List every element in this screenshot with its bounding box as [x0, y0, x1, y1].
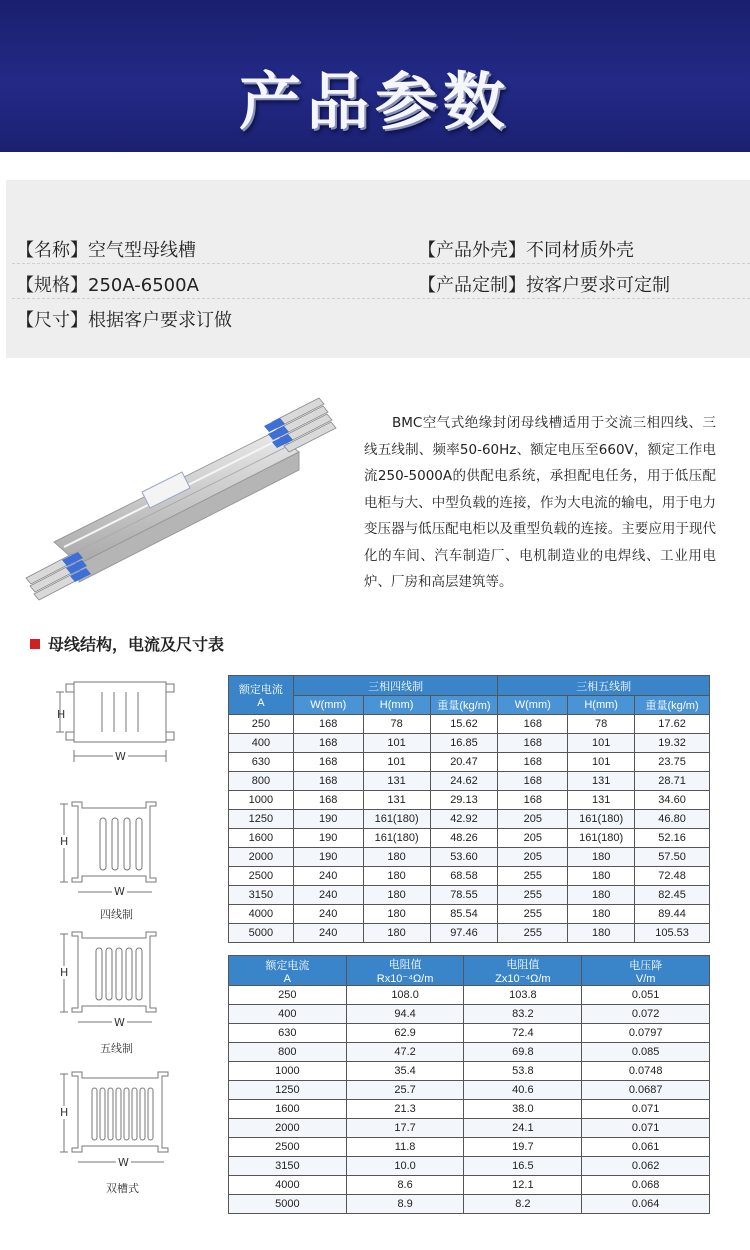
table-cell: 168: [293, 715, 363, 734]
table-cell: 131: [363, 791, 430, 810]
busway-product-image: [24, 392, 340, 604]
table-cell: 168: [293, 791, 363, 810]
table-cell: 3150: [229, 886, 294, 905]
table-cell: 101: [568, 753, 635, 772]
table-cell: 2000: [229, 1119, 347, 1138]
table-cell: 21.3: [346, 1100, 464, 1119]
table-cell: 25.7: [346, 1081, 464, 1100]
table-row: [229, 1043, 710, 1062]
table-cell: 0.061: [582, 1138, 710, 1157]
table-cell: 101: [363, 734, 430, 753]
table-cell: 62.9: [346, 1024, 464, 1043]
table-cell: 240: [293, 905, 363, 924]
five-wire-diagram: [56, 926, 172, 1030]
red-square-icon: [30, 639, 40, 649]
table-cell: 168: [498, 772, 568, 791]
table-cell: 180: [363, 905, 430, 924]
table-cell: 800: [229, 772, 294, 791]
dimension-table: [228, 675, 710, 943]
table-cell: 28.71: [635, 772, 710, 791]
rated-current-header: 额定电流 A: [229, 956, 347, 986]
table-cell: 16.5: [464, 1157, 582, 1176]
table-cell: 69.8: [464, 1043, 582, 1062]
table-cell: 0.062: [582, 1157, 710, 1176]
table-cell: 180: [568, 905, 635, 924]
table-cell: 250: [229, 715, 294, 734]
spec-model: 【规格】250A-6500A: [16, 275, 199, 296]
double-slot-caption: 双槽式: [106, 1182, 139, 1195]
table-cell: 78.55: [430, 886, 498, 905]
table-cell: 1000: [229, 791, 294, 810]
table-cell: 12.1: [464, 1176, 582, 1195]
table-cell: 72.4: [464, 1024, 582, 1043]
table-cell: 85.54: [430, 905, 498, 924]
section-title-text: 母线结构，电流及尺寸表: [48, 635, 225, 654]
table-cell: 5000: [229, 924, 294, 943]
table-row: [229, 734, 710, 753]
diagram2-h: H: [60, 835, 69, 848]
banner: [0, 0, 750, 152]
spec-custom: 【产品定制】按客户要求可定制: [418, 275, 670, 296]
table-cell: 255: [498, 905, 568, 924]
table-cell: 57.50: [635, 848, 710, 867]
table-cell: 161(180): [568, 810, 635, 829]
spec-row-1: [12, 230, 750, 264]
table-row: [229, 772, 710, 791]
table-cell: 103.8: [464, 986, 582, 1005]
table-row: [229, 1100, 710, 1119]
table-cell: 168: [498, 791, 568, 810]
spec-size: 【尺寸】根据客户要求订做: [16, 310, 232, 331]
table-cell: 168: [498, 715, 568, 734]
table-cell: 8.9: [346, 1195, 464, 1214]
diagram1-w: W: [115, 750, 126, 763]
diagram1-h: H: [57, 708, 66, 721]
table-cell: 105.53: [635, 924, 710, 943]
table-cell: 168: [498, 753, 568, 772]
spec-row-2: [12, 265, 750, 299]
table-cell: 131: [568, 772, 635, 791]
table-cell: 82.45: [635, 886, 710, 905]
table-cell: 240: [293, 867, 363, 886]
table-cell: 34.60: [635, 791, 710, 810]
table-cell: 190: [293, 810, 363, 829]
table-cell: 68.58: [430, 867, 498, 886]
table-cell: 630: [229, 1024, 347, 1043]
table-cell: 5000: [229, 1195, 347, 1214]
table-cell: 205: [498, 829, 568, 848]
table-cell: 11.8: [346, 1138, 464, 1157]
table-cell: 400: [229, 734, 294, 753]
table-cell: 8.2: [464, 1195, 582, 1214]
table-cell: 4000: [229, 1176, 347, 1195]
table-row: [229, 867, 710, 886]
table-cell: 168: [293, 772, 363, 791]
table-cell: 161(180): [363, 810, 430, 829]
table-cell: 400: [229, 1005, 347, 1024]
table-cell: 17.62: [635, 715, 710, 734]
table-cell: 0.071: [582, 1100, 710, 1119]
table-cell: 0.0797: [582, 1024, 710, 1043]
table-cell: 255: [498, 867, 568, 886]
spec-shell: 【产品外壳】不同材质外壳: [418, 240, 634, 261]
table-cell: 0.071: [582, 1119, 710, 1138]
table-cell: 1600: [229, 829, 294, 848]
table-cell: 10.0: [346, 1157, 464, 1176]
spec-panel: [6, 180, 750, 358]
table-cell: 168: [293, 734, 363, 753]
table-cell: 108.0: [346, 986, 464, 1005]
table-cell: 24.1: [464, 1119, 582, 1138]
double-slot-diagram: [56, 1066, 184, 1170]
table-cell: 168: [293, 753, 363, 772]
table-cell: 131: [363, 772, 430, 791]
table-row: [229, 1062, 710, 1081]
table-cell: 83.2: [464, 1005, 582, 1024]
table-cell: 78: [568, 715, 635, 734]
table-row: [229, 986, 710, 1005]
table-cell: 190: [293, 848, 363, 867]
table-cell: 240: [293, 886, 363, 905]
table-row: [229, 1024, 710, 1043]
w-header: W(mm): [498, 696, 568, 715]
table-cell: 53.60: [430, 848, 498, 867]
five-wire-caption: 五线制: [100, 1042, 133, 1055]
table-cell: 72.48: [635, 867, 710, 886]
rated-current-header: 额定电流 A: [229, 676, 294, 715]
table-cell: 0.068: [582, 1176, 710, 1195]
table-cell: 19.32: [635, 734, 710, 753]
table-row: [229, 810, 710, 829]
table-cell: 38.0: [464, 1100, 582, 1119]
section-title: [30, 632, 224, 655]
five-wire-group-header: 三相五线制: [498, 676, 710, 696]
table-cell: 20.47: [430, 753, 498, 772]
table-cell: 101: [363, 753, 430, 772]
table-cell: 24.62: [430, 772, 498, 791]
table-cell: 0.064: [582, 1195, 710, 1214]
table-cell: 168: [498, 734, 568, 753]
table-cell: 180: [363, 848, 430, 867]
table-cell: 161(180): [363, 829, 430, 848]
table-cell: 0.0748: [582, 1062, 710, 1081]
table-row: [229, 1176, 710, 1195]
table-cell: 40.6: [464, 1081, 582, 1100]
table-row: [229, 848, 710, 867]
table-cell: 46.80: [635, 810, 710, 829]
table-cell: 15.62: [430, 715, 498, 734]
table-cell: 23.75: [635, 753, 710, 772]
table-cell: 161(180): [568, 829, 635, 848]
table-cell: 78: [363, 715, 430, 734]
table-row: [229, 1081, 710, 1100]
table-row: [229, 886, 710, 905]
four-wire-caption: 四线制: [100, 908, 133, 921]
table-cell: 2000: [229, 848, 294, 867]
table-cell: 0.0687: [582, 1081, 710, 1100]
table-cell: 1600: [229, 1100, 347, 1119]
weight-header: 重量(kg/m): [430, 696, 498, 715]
table-cell: 3150: [229, 1157, 347, 1176]
table-cell: 0.085: [582, 1043, 710, 1062]
voltage-drop-header: 电压降 V/m: [582, 956, 710, 986]
h-header: H(mm): [568, 696, 635, 715]
table-cell: 1250: [229, 810, 294, 829]
table-cell: 4000: [229, 905, 294, 924]
table-cell: 800: [229, 1043, 347, 1062]
table-cell: 16.85: [430, 734, 498, 753]
table-cell: 205: [498, 810, 568, 829]
dimension-table-body: [229, 715, 710, 943]
table-cell: 240: [293, 924, 363, 943]
table-cell: 47.2: [346, 1043, 464, 1062]
table-cell: 180: [363, 886, 430, 905]
table-cell: 250: [229, 986, 347, 1005]
spec-name: 【名称】空气型母线槽: [16, 240, 196, 261]
h-header: H(mm): [363, 696, 430, 715]
table-row: [229, 924, 710, 943]
table-cell: 2500: [229, 1138, 347, 1157]
table-cell: 53.8: [464, 1062, 582, 1081]
table-cell: 205: [498, 848, 568, 867]
impedance-header: 电阻值 Zx10⁻⁴Ω/m: [464, 956, 582, 986]
table-cell: 19.7: [464, 1138, 582, 1157]
w-header: W(mm): [293, 696, 363, 715]
table-cell: 42.92: [430, 810, 498, 829]
table-cell: 630: [229, 753, 294, 772]
four-wire-group-header: 三相四线制: [293, 676, 498, 696]
table-row: [229, 753, 710, 772]
table-cell: 180: [568, 924, 635, 943]
weight-header: 重量(kg/m): [635, 696, 710, 715]
table-cell: 180: [568, 867, 635, 886]
electrical-table: [228, 955, 710, 1214]
table-cell: 0.051: [582, 986, 710, 1005]
table-cell: 180: [568, 886, 635, 905]
diagram3-w: W: [114, 1016, 125, 1029]
table-cell: 52.16: [635, 829, 710, 848]
table-cell: 1250: [229, 1081, 347, 1100]
table-cell: 8.6: [346, 1176, 464, 1195]
table-row: [229, 1005, 710, 1024]
table-cell: 48.26: [430, 829, 498, 848]
table-cell: 97.46: [430, 924, 498, 943]
table-cell: 89.44: [635, 905, 710, 924]
table-cell: 29.13: [430, 791, 498, 810]
table-cell: 0.072: [582, 1005, 710, 1024]
table-cell: 17.7: [346, 1119, 464, 1138]
diagram3-h: H: [60, 966, 69, 979]
table-cell: 255: [498, 924, 568, 943]
table-row: [229, 1119, 710, 1138]
diagram4-w: W: [118, 1156, 129, 1169]
diagram4-h: H: [60, 1106, 69, 1119]
table-row: [229, 791, 710, 810]
resistance-header: 电阻值 Rx10⁻⁴Ω/m: [346, 956, 464, 986]
table-cell: 94.4: [346, 1005, 464, 1024]
table-cell: 131: [568, 791, 635, 810]
table-cell: 190: [293, 829, 363, 848]
electrical-table-body: [229, 986, 710, 1214]
table-cell: 2500: [229, 867, 294, 886]
table-row: [229, 1195, 710, 1214]
table-cell: 255: [498, 886, 568, 905]
table-cell: 1000: [229, 1062, 347, 1081]
spec-row-3: [12, 300, 750, 334]
table-row: [229, 1138, 710, 1157]
table-row: [229, 829, 710, 848]
table-cell: 101: [568, 734, 635, 753]
table-cell: 35.4: [346, 1062, 464, 1081]
table-cell: 180: [363, 867, 430, 886]
table-cell: 180: [363, 924, 430, 943]
table-row: [229, 905, 710, 924]
table-row: [229, 715, 710, 734]
table-cell: 180: [568, 848, 635, 867]
diagram2-w: W: [114, 885, 125, 898]
intro-paragraph: BMC空气式绝缘封闭母线槽适用于交流三相四线、三线五线制、频率50-60Hz、额定电压至660V，额定工作电流250-5000A的供配电系统，承担配电任务，用于低压配电柜与大、中型负载的连接，作为大电流的输电，用于电力变压器与低压配电柜以及重型负载的连接。主要应用于现代化的车间、汽车制造厂、电机制造业的电焊线、工业用电炉、厂房和高层建筑等。: [364, 415, 716, 590]
table-row: [229, 1157, 710, 1176]
banner-title: 产品参数: [238, 65, 511, 138]
